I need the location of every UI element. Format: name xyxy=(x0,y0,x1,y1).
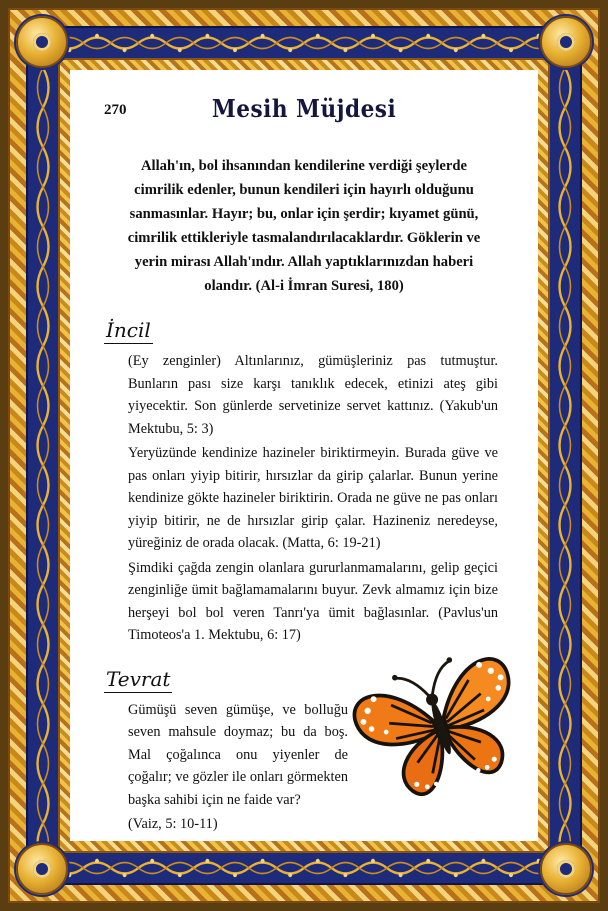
section-tevrat xyxy=(104,667,504,836)
paragraph: Şimdiki çağda zengin olanlara gururlanmamalarını, gelip geçici zenginliğe ümit bağlamamalarını buyur. Zevk almamız için bize herşeyi bol bol veren Tanrı'ya ümit bağlasınlar. (Pavlus'un Timoteos'a 1. Mektubu, 6: 17) xyxy=(128,559,498,643)
section-heading-tevrat: Tevrat xyxy=(106,666,171,691)
corner-medallion-top-left xyxy=(16,16,68,68)
section-body-incil xyxy=(104,350,504,647)
vine-pattern-right-icon xyxy=(552,28,578,883)
corner-medallion-bottom-right xyxy=(540,843,592,895)
section-body-tevrat xyxy=(104,699,504,836)
section-incil xyxy=(104,318,504,647)
vine-pattern-bottom-icon xyxy=(28,855,580,881)
section-heading-incil: İncil xyxy=(106,318,151,342)
corner-medallion-top-right xyxy=(540,16,592,68)
vine-pattern-top-icon xyxy=(28,30,580,56)
book-title: Mesih Müjdesi xyxy=(211,94,397,123)
quran-quote: Allah'ın, bol ihsanından kendilerine verdiği şeylerde cimrilik edenler, bunun kendileri için hayırlı olduğunu sanmasınlar. Hayır; bu, onlar için şerdir; kıyamet günü, cimrilik ettikleriyle tasmalandırılacaklardır. Göklerin ve yerin mirası Allah'ındır. Allah yaptıklarınızdan haberi olandır. (Al-i İmran Suresi, 180) xyxy=(127,158,481,294)
paragraph: (Ey zenginler) Altınlarınız, gümüşleriniz pas tutmuştur. Bunların pası size karşı tanıklık edecek, etinizi ateş gibi yiyecektir. Son günlerde servetinize servet kattınız. (Yakub'un Mektubu, 5: 3) xyxy=(128,353,498,437)
page-content-sheet xyxy=(70,70,538,841)
corner-medallion-bottom-left xyxy=(16,843,68,895)
page-header xyxy=(104,92,504,138)
vine-pattern-left-icon xyxy=(30,28,56,883)
paragraph-reference: (Vaiz, 5: 10-11) xyxy=(128,816,218,832)
paragraph: Yeryüzünde kendinize hazineler biriktirmeyin. Burada güve ve pas onları yiyip bitirir, hırsızlar da girip çalarlar. Bunun yerine kendinize gökte hazineler biriktirin. Orada ne güve ne pas onları yiyip bitirir, ne de hırsızlar girip çalar. Hazineniz neredeyse, yüreğiniz de orada olacak. (Matta, 6: 19-21) xyxy=(128,445,498,551)
page-number: 270 xyxy=(104,102,127,118)
paragraph: Gümüşü seven gümüşe, ve bolluğu seven mahsule doymaz; bu da boş. Mal çoğalınca onu yiyenler de çoğalır; ve gözler ile onları görmekten başka sahibi için ne faide var? xyxy=(128,701,348,808)
